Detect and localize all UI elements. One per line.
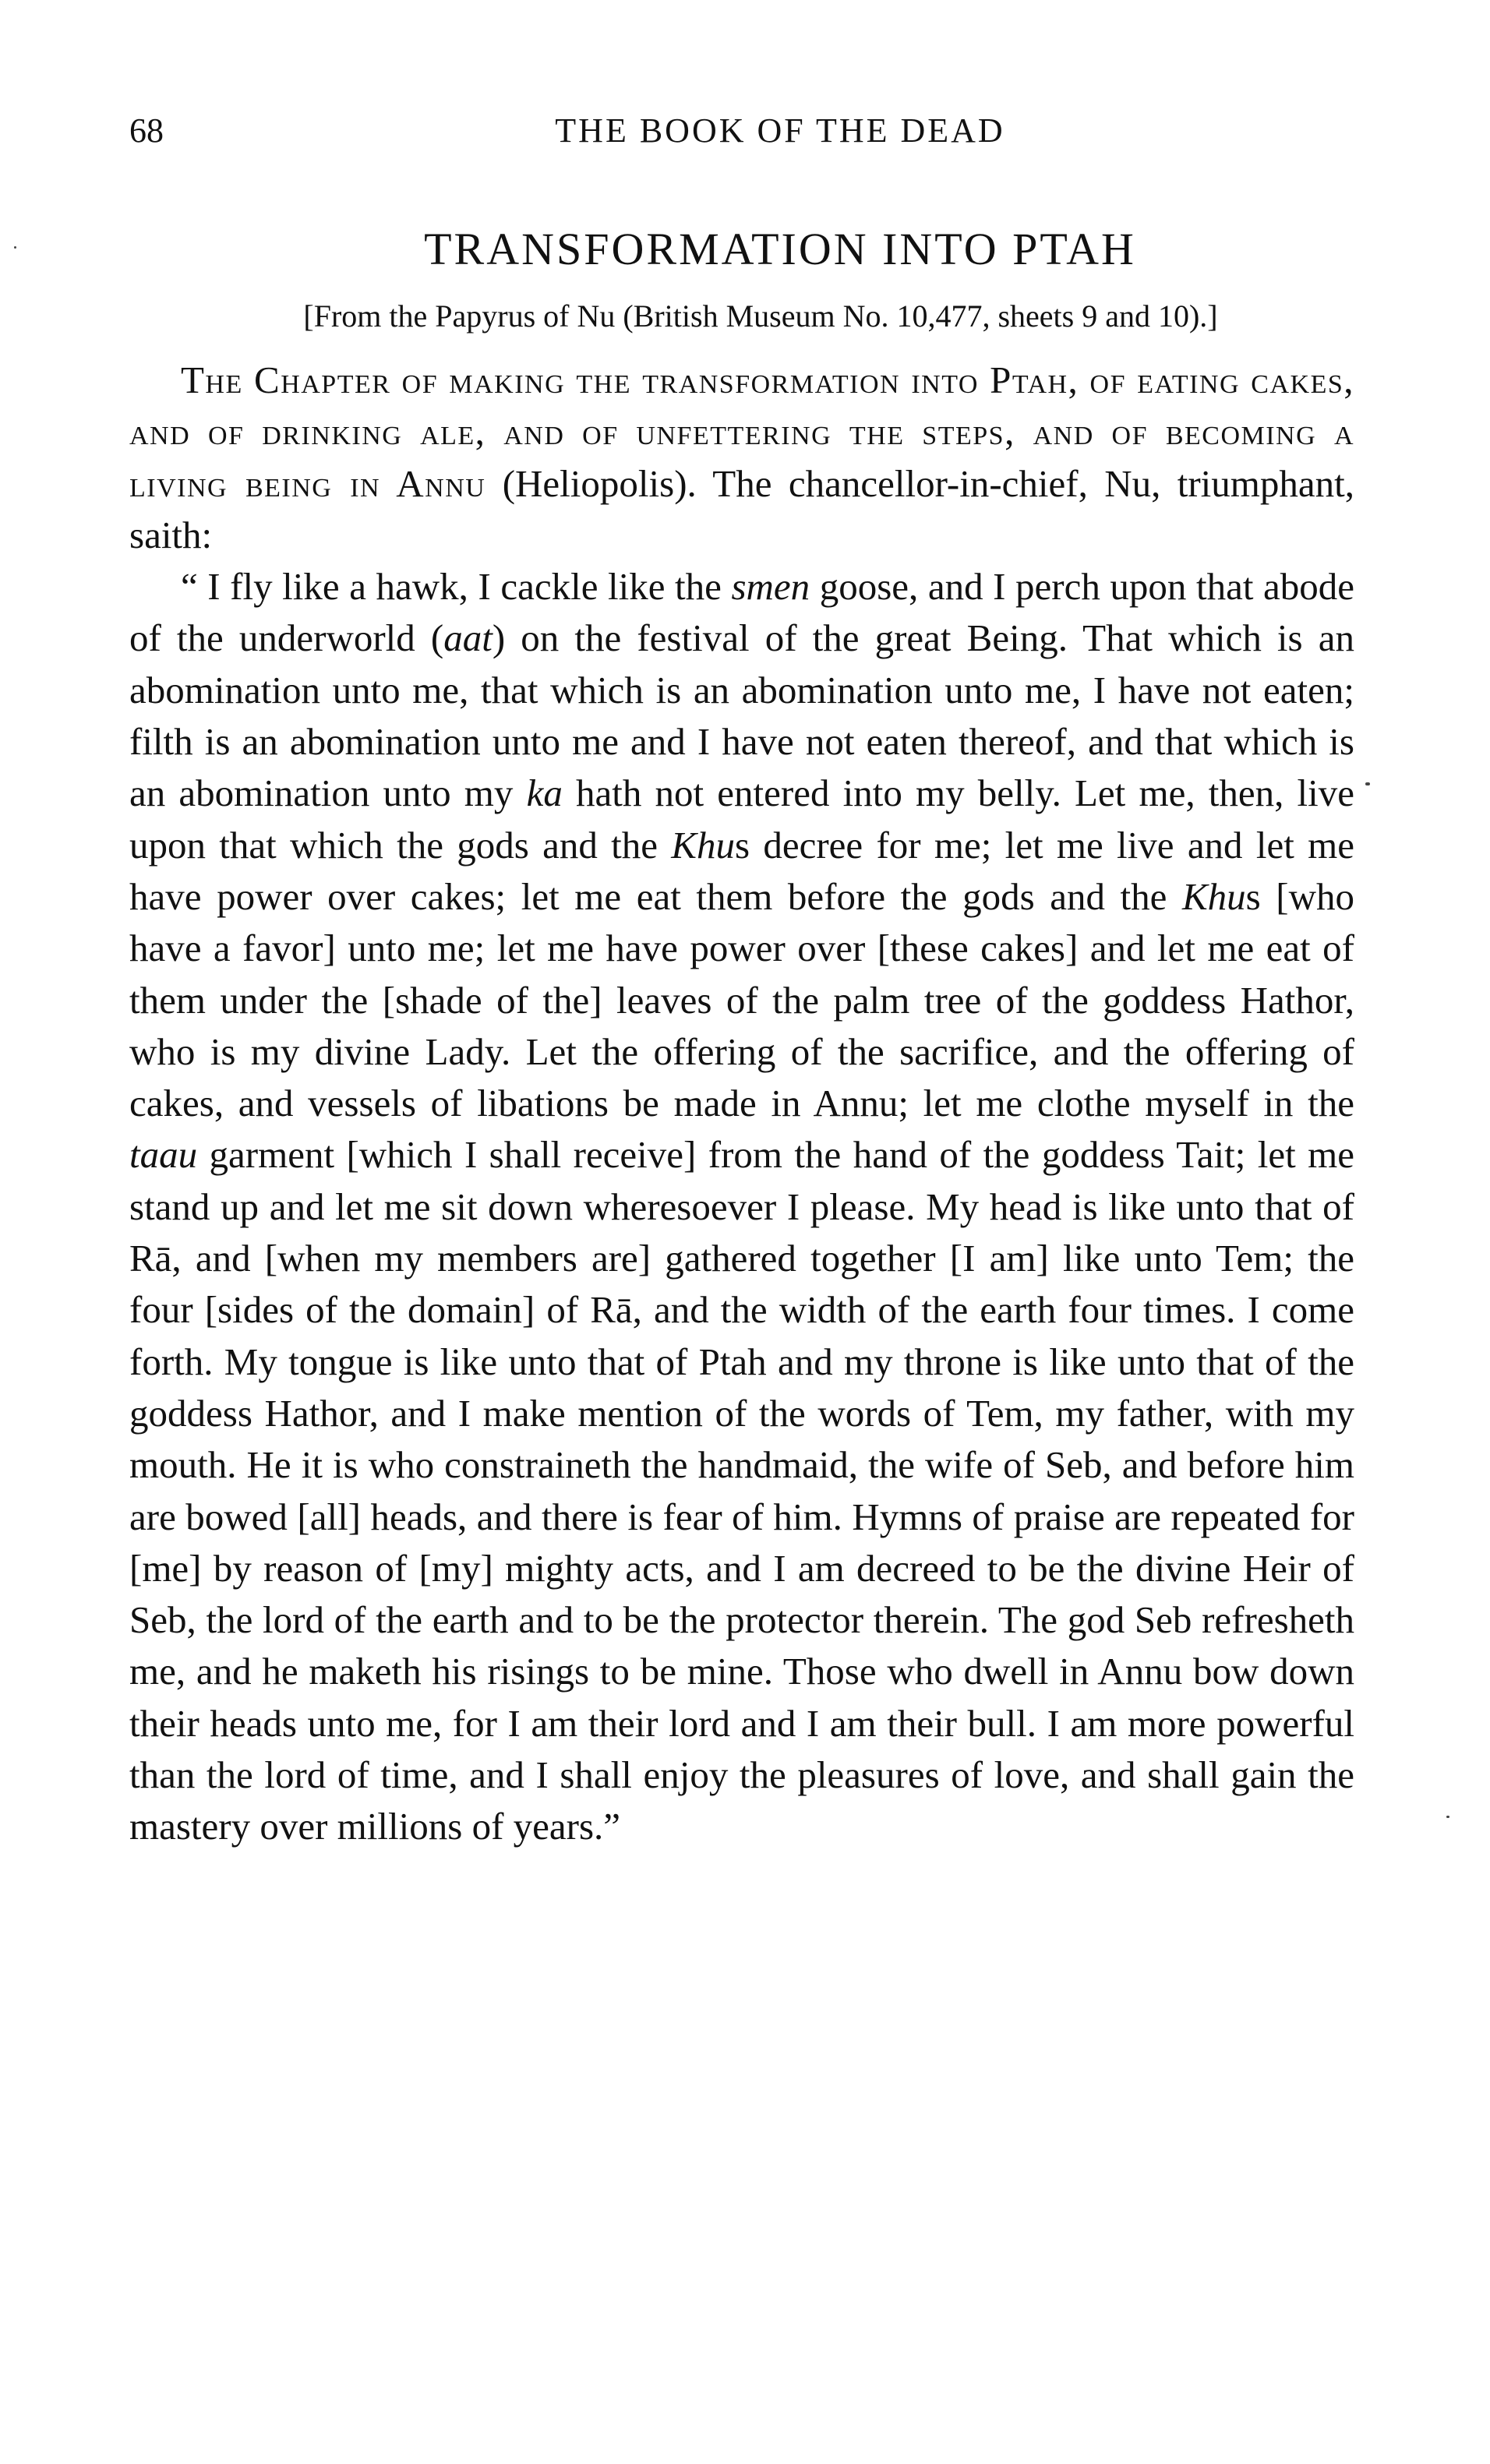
italic-ka: ka xyxy=(526,771,563,815)
speech-paragraph xyxy=(129,561,1354,1852)
body-text xyxy=(129,355,1354,1853)
speech-text-7: garment [which I shall receive] from the hand of the goddess Tait; let me stand up and let me sit down wheresoever I please. My head is like unto that of Rā, and [when my members are] gathered together [I am] like unto Tem; the four [sides of the domain] of Rā, and the width of the earth four times. I come forth. My tongue is like unto that of Ptah and my throne is like unto that of the goddess Hathor, and I make mention of the words of Tem, my father, with my mouth. He it is who constraineth the handmaid, the wife of Seb, and before him are bowed [all] heads, and there is fear of him. Hymns of praise are repeated for [me] by reason of [my] mighty acts, and I am decreed to be the divine Heir of Seb, the lord of the earth and to be the protector therein. The god Seb refresheth me, and he maketh his risings to be mine. Those who dwell in Annu bow down their heads unto me, for I am their lord and I am their bull. I am more powerful than the lord of time, and I shall enjoy the pleasures of love, and shall gain the mastery over millions of years.” xyxy=(129,1133,1354,1848)
speech-text-4: hath not entered into my belly. Let me, then, live upon that which the gods and the xyxy=(129,771,1354,867)
margin-speck xyxy=(1446,1816,1449,1818)
intro-continuation: (Heliopolis). The chancellor-in-chief, Nu, triumphant, saith: xyxy=(129,461,1355,556)
speech-text-2: goose, and I perch upon that abode of the underworld ( xyxy=(129,565,1354,660)
speech-text-3: ) on the festival of the great Being. That which is an abomination unto me, that which is an abomination unto me, I have not eaten; filth is an abomination unto me and I have not eaten thereof, and that which is an abomination unto my xyxy=(129,616,1354,815)
italic-taau: taau xyxy=(129,1133,198,1177)
running-title: THE BOOK OF THE DEAD xyxy=(555,111,1005,150)
page-number: 68 xyxy=(129,111,164,150)
intro-paragraph xyxy=(129,355,1354,561)
italic-khu-2: Khu xyxy=(1181,874,1246,918)
chapter-title: TRANSFORMATION INTO PTAH xyxy=(424,224,1136,274)
page-header xyxy=(129,108,1361,154)
speech-text-1: “ I fly like a hawk, I cackle like the xyxy=(181,565,732,609)
speech-text-6: s [who have a favor] unto me; let me have power over [these cakes] and let me eat of them under the [shade of the] leaves of the palm tree of the goddess Hathor, who is my divine Lady. Let the offering of the sacrifice, and the offering of cakes, and vessels of libations be made in Annu; let me clothe myself in the xyxy=(129,874,1354,1125)
italic-aat: aat xyxy=(443,616,493,660)
chapter-rubric: The Chapter of making the transformation into Ptah, of eating cakes, and of drinking ale, and of unfettering the steps, and of becoming a living being in Annu xyxy=(129,358,1354,505)
italic-smen: smen xyxy=(731,565,810,609)
source-note: [From the Papyrus of Nu (British Museum No. 10,477, sheets 9 and 10).] xyxy=(303,298,1218,334)
speech-text-5: s decree for me; let me live and let me have power over cakes; let me eat them before the gods and the xyxy=(129,823,1354,918)
italic-khu-1: Khu xyxy=(671,823,735,867)
margin-speck xyxy=(1365,782,1370,785)
margin-speck xyxy=(14,246,16,249)
